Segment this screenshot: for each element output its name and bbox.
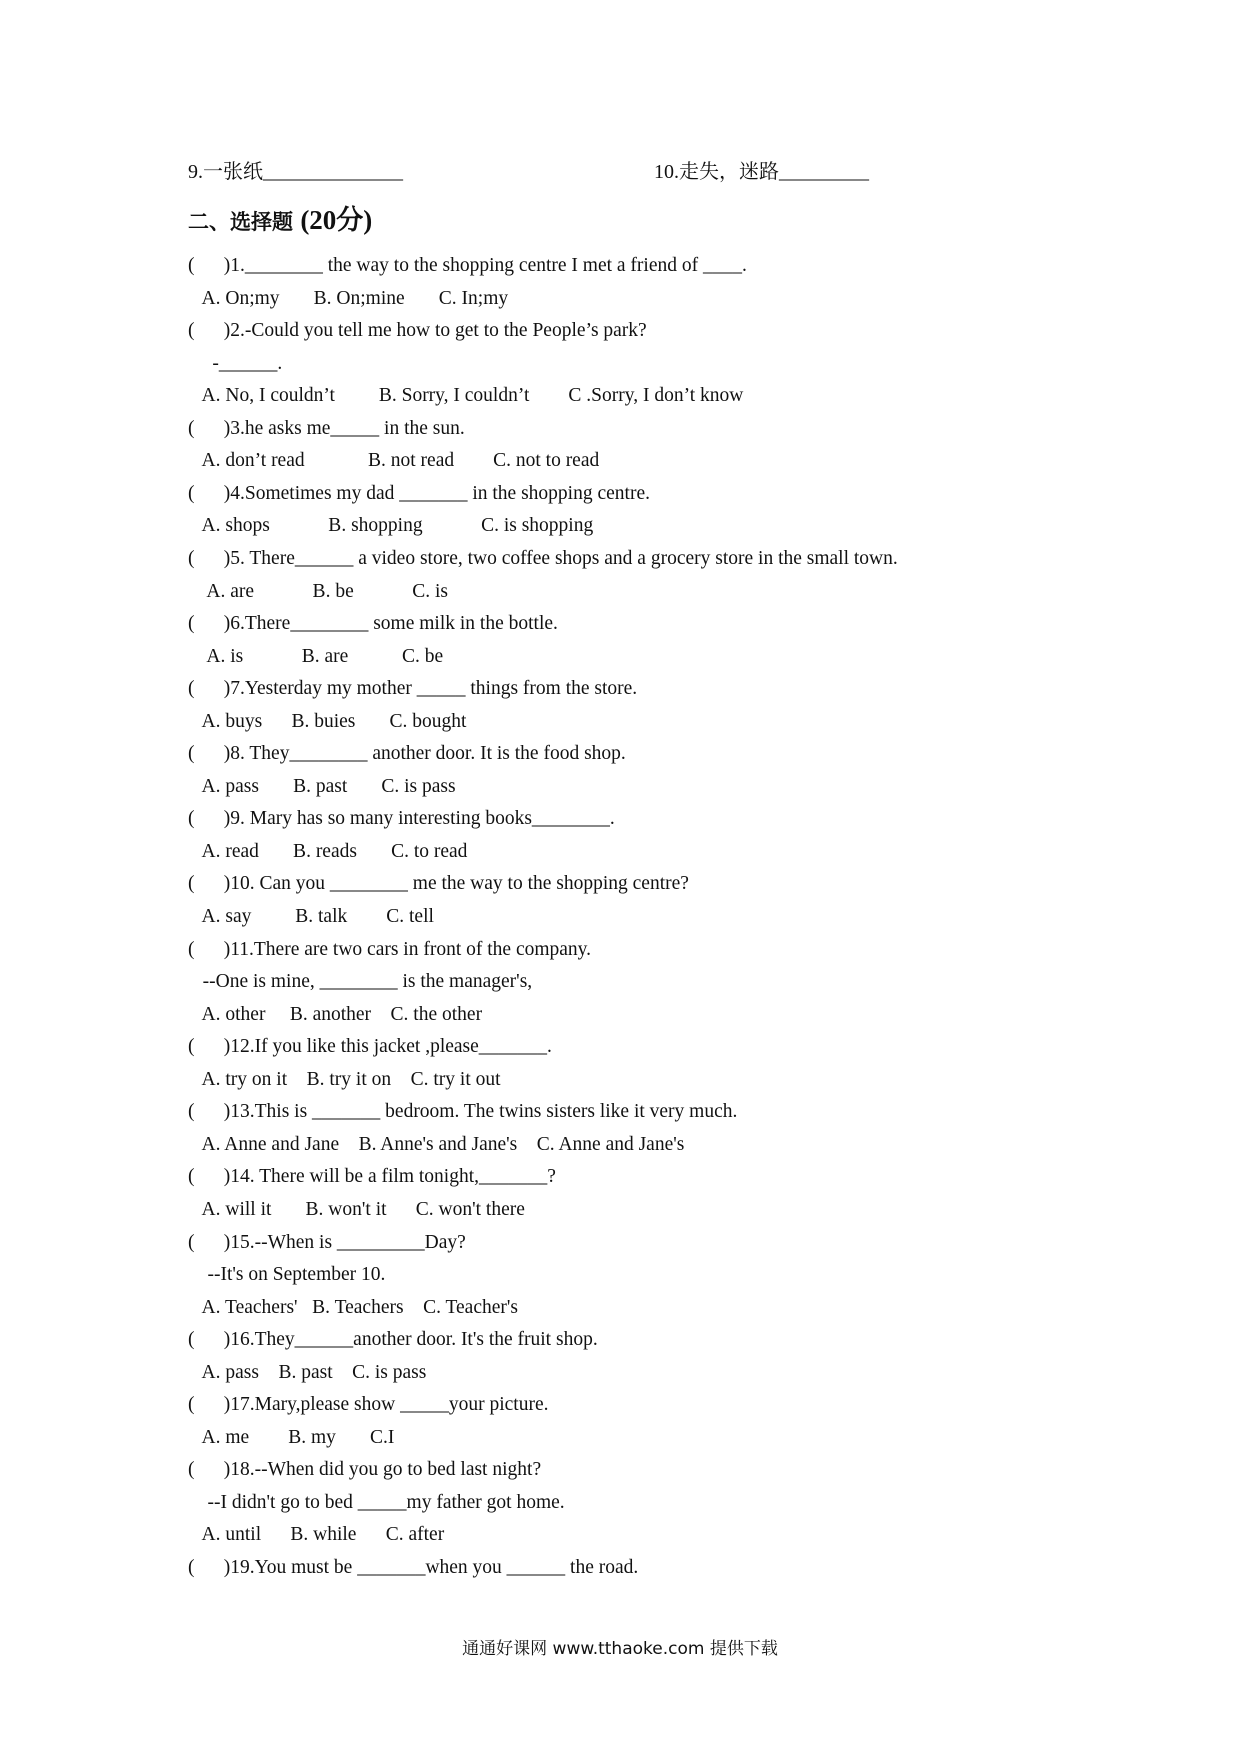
question-line: ( )1.________ the way to the shopping centre I met a friend of ____. — [188, 255, 747, 276]
question-line: --I didn't go to bed _____my father got home. — [188, 1491, 565, 1513]
question-line: ( )5. There______ a video store, two coffee shops and a grocery store in the small town. — [188, 547, 898, 569]
question-line: A. On;my B. On;mine C. In;my — [188, 287, 509, 309]
question-line: A. until B. while C. after — [188, 1524, 445, 1546]
section-heading — [188, 198, 372, 237]
question-line: A. read B. reads C. to read — [188, 840, 468, 862]
question-line: ( )11.There are two cars in front of the company. — [188, 938, 592, 960]
question-line: ( )13.This is _______ bedroom. The twins sisters like it very much. — [188, 1101, 738, 1123]
question-line: A. Teachers' B. Teachers C. Teacher's — [188, 1296, 518, 1318]
question-line: A. buys B. buies C. bought — [188, 710, 467, 732]
question-line: ( )19.You must be _______when you ______ the road. — [188, 1557, 639, 1578]
question-line: A. shops B. shopping C. is shopping — [188, 515, 594, 537]
question-line: A. pass B. past C. is pass — [188, 1361, 427, 1383]
question-line: ( )12.If you like this jacket ,please_______. — [188, 1036, 552, 1058]
question-line: ( )9. Mary has so many interesting books________. — [188, 808, 615, 830]
question-line: ( )8. They________ another door. It is the food shop. — [188, 743, 626, 765]
question-line: ( )15.--When is _________Day? — [188, 1231, 466, 1253]
question-line: ( )10. Can you ________ me the way to the shopping centre? — [188, 873, 689, 895]
question-line: A. pass B. past C. is pass — [188, 775, 456, 797]
question-line: A. me B. my C.I — [188, 1426, 395, 1448]
question-line: ( )3.he asks me_____ in the sun. — [188, 417, 465, 439]
question-line: --It's on September 10. — [188, 1264, 386, 1286]
question-line: ( )17.Mary,please show _____your picture. — [188, 1394, 549, 1416]
question-line: A. say B. talk C. tell — [188, 906, 434, 927]
question-line: A. No, I couldn’t B. Sorry, I couldn’t C .Sorry, I don’t know — [188, 385, 744, 407]
vocab-item-10: 10.走失，迷路_________ — [654, 161, 869, 183]
question-line: ( )16.They______another door. It's the fruit shop. — [188, 1329, 598, 1351]
question-line: A. are B. be C. is — [188, 580, 448, 602]
question-line: ( )18.--When did you go to bed last night? — [188, 1459, 542, 1481]
question-line: A. other B. another C. the other — [188, 1003, 483, 1025]
section-score: (20分) — [300, 205, 373, 235]
question-line: A. try on it B. try it on C. try it out — [188, 1068, 501, 1090]
question-line: ( )6.There________ some milk in the bottle. — [188, 613, 558, 635]
question-line: ( )7.Yesterday my mother _____ things from the store. — [188, 678, 638, 700]
question-line: A. Anne and Jane B. Anne's and Jane's C. Anne and Jane's — [188, 1133, 685, 1155]
question-line: --One is mine, ________ is the manager's, — [188, 971, 533, 993]
question-line: A. don’t read B. not read C. not to read — [188, 450, 600, 472]
question-line: ( )14. There will be a film tonight,_______? — [188, 1166, 556, 1188]
section-title: 二、选择题 — [188, 210, 293, 234]
vocab-item-9: 9.一张纸______________ — [188, 161, 403, 183]
question-line: ( )4.Sometimes my dad _______ in the shopping centre. — [188, 482, 650, 504]
page-footer: 通通好课网 www.tthaoke.com 提供下载 — [462, 1639, 778, 1659]
question-line: -______. — [188, 352, 283, 374]
question-line: A. is B. are C. be — [188, 645, 444, 667]
question-line: A. will it B. won't it C. won't there — [188, 1198, 525, 1220]
question-line: ( )2.-Could you tell me how to get to the People’s park? — [188, 320, 647, 342]
